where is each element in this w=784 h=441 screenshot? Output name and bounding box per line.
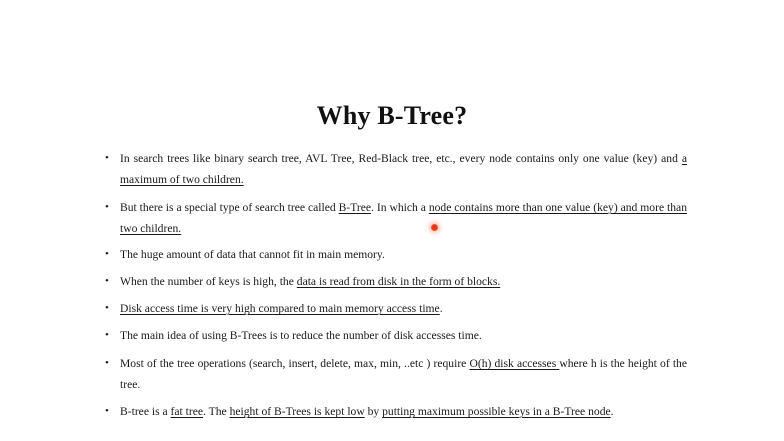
text-segment: . The: [203, 405, 230, 418]
text-segment: In search trees like binary search tree, AVL Tree, Red-Black tree, etc., every node contains only one value (key) and: [120, 152, 682, 165]
underlined-phrase: a maximum of two children.: [120, 152, 687, 186]
text-segment: But there is a special type of search tree called: [120, 201, 339, 214]
text-segment: by: [364, 405, 383, 418]
bullet-item: [107, 197, 687, 239]
underlined-phrase: putting maximum possible keys in a B-Tree node: [382, 405, 611, 418]
bullet-item: [107, 271, 687, 292]
bullet-dot: •: [105, 357, 109, 369]
bullet-text: [120, 325, 687, 346]
text-segment: When the number of keys is high, the: [120, 275, 297, 288]
bullet-text: [120, 298, 687, 319]
bullet-item: [107, 148, 687, 190]
text-segment: .: [610, 405, 614, 418]
slide-title: Why B-Tree?: [316, 101, 468, 130]
bullet-text: [120, 271, 687, 292]
bullet-dot: •: [105, 201, 109, 213]
underlined-phrase: data is read from disk in the form of blocks.: [296, 275, 501, 288]
text-segment: Most of the tree operations (search, insert, delete, max, min, ..etc ) require: [120, 357, 470, 370]
underlined-phrase: node contains more than one value (key) and more than two children.: [120, 201, 688, 235]
bullet-dot: •: [105, 275, 109, 287]
text-segment: .: [439, 302, 443, 315]
laser-pointer-icon: [431, 224, 438, 231]
bullet-dot: •: [105, 329, 109, 341]
underlined-phrase: height of B-Trees is kept low: [229, 405, 365, 418]
bullet-item: [107, 353, 687, 395]
underlined-phrase: B-Tree: [338, 201, 372, 214]
text-segment: The main idea of using B-Trees is to reduce the number of disk accesses time.: [120, 329, 482, 342]
bullet-text: [120, 353, 687, 395]
bullet-text: [120, 401, 687, 422]
underlined-phrase: O(h) disk accesses: [469, 357, 560, 370]
bullet-item: [107, 401, 687, 422]
text-segment: where h is the height of the tree.: [120, 357, 687, 391]
underlined-phrase: Disk access time is very high compared to main memory access time: [120, 302, 440, 315]
bullet-text: [120, 148, 687, 190]
bullet-item: [107, 325, 687, 346]
bullet-dot: •: [105, 152, 109, 164]
text-segment: The huge amount of data that cannot fit in main memory.: [120, 248, 385, 261]
bullet-dot: •: [105, 302, 109, 314]
underlined-phrase: fat tree: [170, 405, 204, 418]
bullet-item: [107, 244, 687, 265]
bullet-text: [120, 197, 687, 239]
text-segment: . In which a: [371, 201, 429, 214]
text-segment: B-tree is a: [120, 405, 171, 418]
bullet-text: [120, 244, 687, 265]
bullet-item: [107, 298, 687, 319]
bullet-dot: •: [105, 248, 109, 260]
bullet-dot: •: [105, 405, 109, 417]
